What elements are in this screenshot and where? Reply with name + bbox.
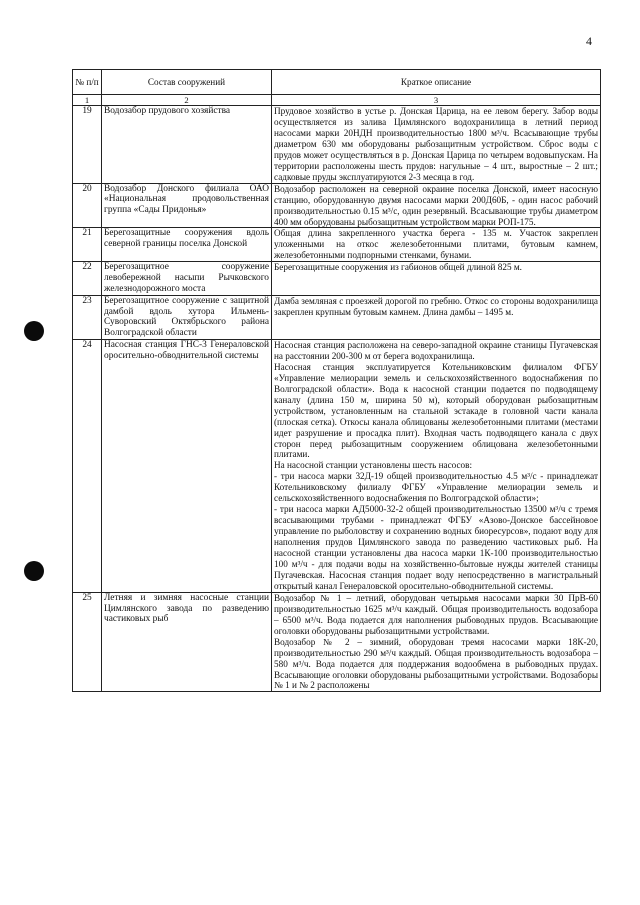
punch-hole-top bbox=[24, 321, 44, 341]
structure-name: Насосная станция ГНС-3 Генераловской оросительно-обводнительной системы bbox=[102, 339, 272, 592]
table-row bbox=[73, 183, 601, 228]
row-number: 25 bbox=[73, 592, 102, 692]
structure-description bbox=[272, 262, 601, 295]
structure-description bbox=[272, 592, 601, 692]
page-number: 4 bbox=[586, 34, 592, 48]
table-row bbox=[73, 592, 601, 692]
description-paragraph: Насосная станция эксплуатируется Котельниковским филиалом ФГБУ «Управление мелиорации земель и сельскохозяйственного водоснабжения по Волгоградской области». Вода к насосной станции подается по подводящему каналу (длина 150 м, ширина 50 м), который оборудован рыбозащитным устройством, установленным на стальной эстакаде в головной части канала (плоская сетка). Откосы канала облицованы железобетонными плитами (местами идет разрушение и просадка плит). Входная часть подводящего канала с двух сторон перед рыбозащитным сооружением облицована железобетонными плитами. bbox=[274, 361, 598, 460]
header-num: № п/п bbox=[73, 70, 102, 95]
row-number: 20 bbox=[73, 183, 102, 228]
table-row bbox=[73, 228, 601, 262]
row-number: 23 bbox=[73, 295, 102, 339]
table-row bbox=[73, 339, 601, 592]
table-row bbox=[73, 106, 601, 184]
row-number: 24 bbox=[73, 339, 102, 592]
description-paragraph: Водозабор № 2 – зимний, оборудован тремя насосами марки 18К-20, производительностью 290 м³/ч каждый. Общая производительность водозабора – 580 м³/ч. Вода подается для поддержания водообмена в рыбоводных прудах. Всасывающие оголовки оборудованы рыбозащитными устройствами. Водозаборы № 1 и № 2 расположены bbox=[274, 636, 598, 691]
row-number: 21 bbox=[73, 228, 102, 262]
description-paragraph: Насосная станция расположена на северо-западной окраине станицы Пугачевская на расстоянии 200-300 м от берега водохранилища. bbox=[274, 339, 598, 361]
table-row bbox=[73, 295, 601, 339]
description-paragraph: На насосной станции установлены шесть насосов: bbox=[274, 460, 473, 471]
description-paragraph: Водозабор расположен на северной окраине поселка Донской, имеет насосную станцию, оборудованную двумя насосами марки 200Д60Б, - один насос рабочий производительностью 0.15 м³/с, один резервный. Всасывающие трубы диаметром 400 мм оборудованы рыбозащитным устройством марки РОП-175. bbox=[274, 183, 598, 227]
header-composition: Состав сооружений bbox=[102, 70, 272, 95]
description-paragraph: Прудовое хозяйство в устье р. Донская Царица, на ее левом берегу. Забор воды осуществляется из залива Цимлянского водохранилища в летний период насосами марки 20НДН производительностью 1800 м³/ч. Всасывающие трубы диаметром 630 мм оборудованы рыбозащитным устройством. Сброс воды с прудов может осуществляться в р. Донская Царица по четырем водовыпускам. На территории расположены шесть прудов: нагульные – 4 шт., выростные – 2 шт.; садковые пруды эксплуатируются 2-3 месяца в год. bbox=[274, 106, 598, 182]
structure-description bbox=[272, 339, 601, 592]
structure-name: Водозабор Донского филиала ОАО «Национальная продовольственная группа «Сады Придонья» bbox=[102, 183, 272, 228]
structure-description bbox=[272, 106, 601, 184]
column-number-row bbox=[73, 95, 601, 106]
description-paragraph: Берегозащитные сооружения из габионов общей длиной 825 м. bbox=[274, 262, 522, 273]
table-header-row bbox=[73, 70, 601, 95]
structure-name: Берегозащитное сооружение левобережной насыпи Рычковского железнодорожного моста bbox=[102, 262, 272, 295]
structure-name: Водозабор прудового хозяйства bbox=[102, 106, 272, 184]
description-paragraph: Дамба земляная с проезжей дорогой по гребню. Откос со стороны водохранилища закреплен крупным бутовым камнем. Длина дамбы – 1495 м. bbox=[274, 295, 598, 317]
structure-description bbox=[272, 295, 601, 339]
table-row bbox=[73, 262, 601, 295]
column-number: 2 bbox=[102, 95, 272, 106]
description-paragraph: - три насоса марки 32Д-19 общей производительностью 4.5 м³/с - принадлежат Котельниковскому филиалу ФГБУ «Управление мелиорации земель и сельскохозяйственного водоснабжения по Волгоградской области»; bbox=[274, 471, 598, 504]
structure-description bbox=[272, 228, 601, 262]
structure-name: Летняя и зимняя насосные станции Цимлянского завода по разведению частиковых рыб bbox=[102, 592, 272, 692]
description-paragraph: Водозабор № 1 – летний, оборудован четырьмя насосами марки 30 ПрВ-60 производительностью 1625 м³/ч каждый. Общая производительность водозабора – 6500 м³/ч. Вода подается для наполнения рыбоводных прудов. Всасывающие оголовки оборудованы рыбозащитными устройствами. bbox=[274, 592, 598, 636]
punch-hole-bottom bbox=[24, 561, 44, 581]
row-number: 22 bbox=[73, 262, 102, 295]
column-number: 1 bbox=[73, 95, 102, 106]
header-description: Краткое описание bbox=[272, 70, 601, 95]
structure-name: Берегозащитное сооружение с защитной дамбой вдоль хутора Ильмень-Суворовский Октябрьского района Волгоградской области bbox=[102, 295, 272, 339]
structure-name: Берегозащитные сооружения вдоль северной границы поселка Донской bbox=[102, 228, 272, 262]
description-paragraph: Общая длина закрепленного участка берега - 135 м. Участок закреплен уложенными на откос железобетонными плитами, бутовым камнем, железобетонными подпорными стенками, бунами. bbox=[274, 228, 598, 261]
structures-table bbox=[72, 69, 601, 692]
row-number: 19 bbox=[73, 106, 102, 184]
structure-description bbox=[272, 183, 601, 228]
column-number: 3 bbox=[272, 95, 601, 106]
description-paragraph: - три насоса марки АД5000-32-2 общей производительностью 13500 м³/ч с тремя всасывающими трубами - принадлежат ФГБУ «Азово-Донское бассейновое управление по рыболовству и сохранению водных биоресурсов», подают воду для наполнения прудов Цимлянского завода по разведению частиковых рыб. На насосной станции установлены два насоса марки 1К-100 производительностью 100 м³/ч - для подачи воды на хозяйственно-бытовые нужды жителей станицы Пугачевская. Насосная станция подает воду непосредственно в магистральный открытый канал Генераловской оросительно-обводнительной системы. bbox=[274, 504, 598, 591]
